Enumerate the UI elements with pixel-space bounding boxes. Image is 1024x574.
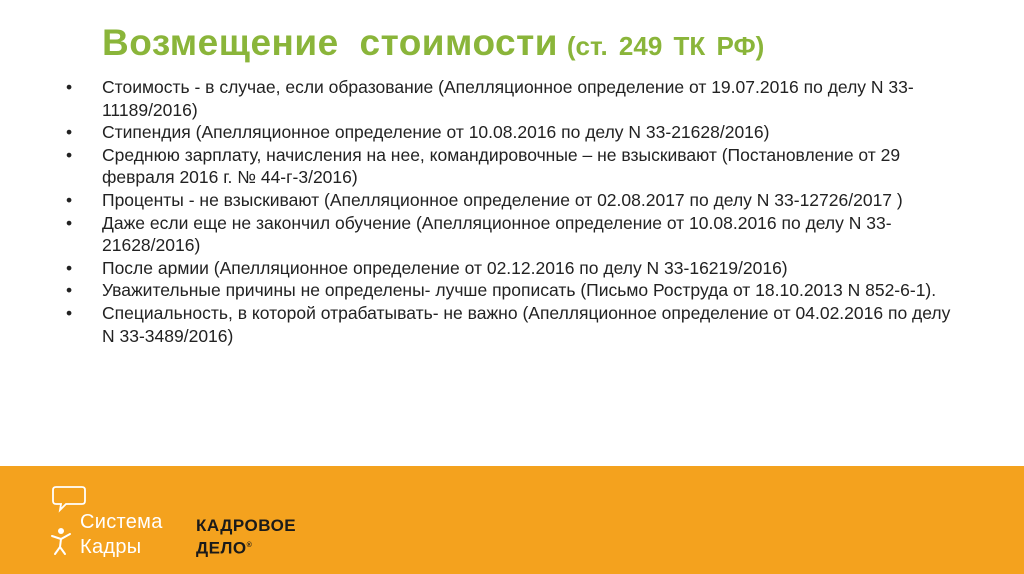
bullet-item xyxy=(62,302,952,347)
bullet-text: Среднюю зарплату, начисления на нее, командировочные – не взыскивают (Постановление от 29 февраля 2016 г. № 44-г-3/2016) xyxy=(102,144,901,188)
bullet-list xyxy=(62,76,952,347)
bullet-text: Стоимость - в случае, если образование (Апелляционное определение от 19.07.2016 по делу N 33-11189/2016) xyxy=(102,77,914,120)
slide-title xyxy=(102,22,764,64)
bullet-dot: • xyxy=(66,280,73,301)
bullet-dot: • xyxy=(66,122,73,143)
bullet-dot: • xyxy=(66,77,73,97)
kadrovoe-delo-logo xyxy=(196,516,296,559)
sistema-kadry-logo xyxy=(44,484,174,564)
bullet-dot: • xyxy=(66,302,73,323)
bullet-dot: • xyxy=(66,189,73,210)
kadrovoe-delo-line1: КАДРОВОЕ xyxy=(196,516,297,535)
bullet-item xyxy=(62,212,952,257)
bullet-text: Стипендия (Апелляционное определение от 10.08.2016 по делу N 33-21628/2016) xyxy=(102,122,770,143)
sistema-kadry-text: Система Кадры xyxy=(80,511,163,558)
kadrovoe-delo-line2: ДЕЛО xyxy=(196,538,247,558)
bullet-item xyxy=(62,144,952,189)
footer-band xyxy=(0,466,1024,574)
registered-mark: ® xyxy=(246,542,253,549)
bullet-text: Уважительные причины не определены- лучше прописать (Письмо Роструда от 18.10.2013 N 852-6-1). xyxy=(102,280,937,301)
bullet-text: Специальность, в которой отрабатывать- не важно (Апелляционное определение от 04.02.2016 по делу N 33-3489/2016) xyxy=(102,302,951,346)
person-icon xyxy=(48,526,74,556)
kadrovoe-delo-line2-wrap xyxy=(196,536,296,559)
slide-title-reference: (ст. 249 ТК РФ) xyxy=(566,31,765,61)
bullet-text: После армии (Апелляционное определение от 02.12.2016 по делу N 33-16219/2016) xyxy=(102,257,788,278)
bullet-dot: • xyxy=(66,212,73,233)
bullet-item xyxy=(62,121,952,144)
bullet-text: Проценты - не взыскивают (Апелляционное определение от 02.08.2017 по делу N 33-12726/2017 ) xyxy=(102,189,903,210)
bullet-dot: • xyxy=(66,257,73,278)
bullet-item xyxy=(62,279,952,302)
bullet-text: Даже если еще не закончил обучение (Апелляционное определение от 10.08.2016 по делу N 33-21628/2016) xyxy=(102,212,892,256)
bullet-item xyxy=(62,76,952,121)
bullet-item xyxy=(62,189,952,212)
slide-title-main: Возмещение стоимости xyxy=(102,22,558,63)
bullet-item xyxy=(62,257,952,280)
bullet-dot: • xyxy=(66,144,73,165)
